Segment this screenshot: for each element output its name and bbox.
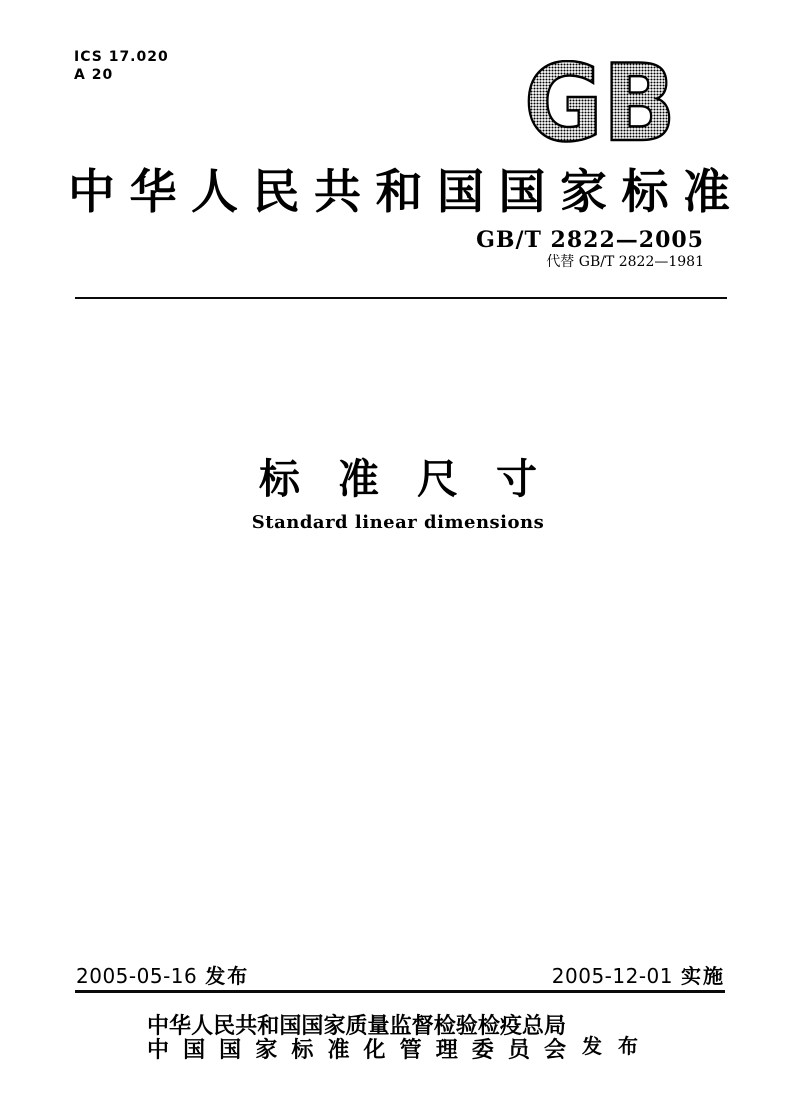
classification-code: A 20 bbox=[74, 67, 114, 83]
issue-date-item bbox=[76, 964, 249, 989]
issuer-action-label: 发布 bbox=[582, 1036, 654, 1058]
document-title-cn: 标准尺寸 bbox=[259, 456, 575, 502]
dates-row bbox=[76, 964, 725, 989]
implementation-date-item bbox=[552, 964, 725, 989]
supersedes-note: 代替 GB/T 2822—1981 bbox=[546, 254, 704, 270]
implementation-label: 实施 bbox=[681, 966, 725, 988]
ics-classification-block bbox=[74, 48, 169, 84]
document-title-en: Standard linear dimensions bbox=[251, 512, 545, 533]
footer-divider-line bbox=[75, 990, 725, 993]
standard-number-block bbox=[476, 228, 704, 271]
issue-label: 发布 bbox=[205, 966, 250, 988]
issue-date: 2005-05-16 bbox=[76, 964, 198, 988]
issuing-bodies bbox=[147, 1014, 566, 1062]
gb-logo bbox=[521, 60, 679, 144]
standard-number: GB/T 2822—2005 bbox=[476, 227, 704, 253]
national-standard-heading: 中华人民共和国国家标准 bbox=[68, 167, 730, 219]
gb-logo-text: GB bbox=[524, 60, 676, 144]
header-divider-line bbox=[75, 297, 727, 299]
issuer-line-1: 中华人民共和国国家质量监督检验检疫总局 bbox=[147, 1013, 566, 1038]
implementation-date: 2005-12-01 bbox=[551, 964, 673, 988]
ics-code: ICS 17.020 bbox=[74, 49, 169, 65]
issuer-line-2: 中国国家标准化管理委员会 bbox=[147, 1037, 566, 1062]
